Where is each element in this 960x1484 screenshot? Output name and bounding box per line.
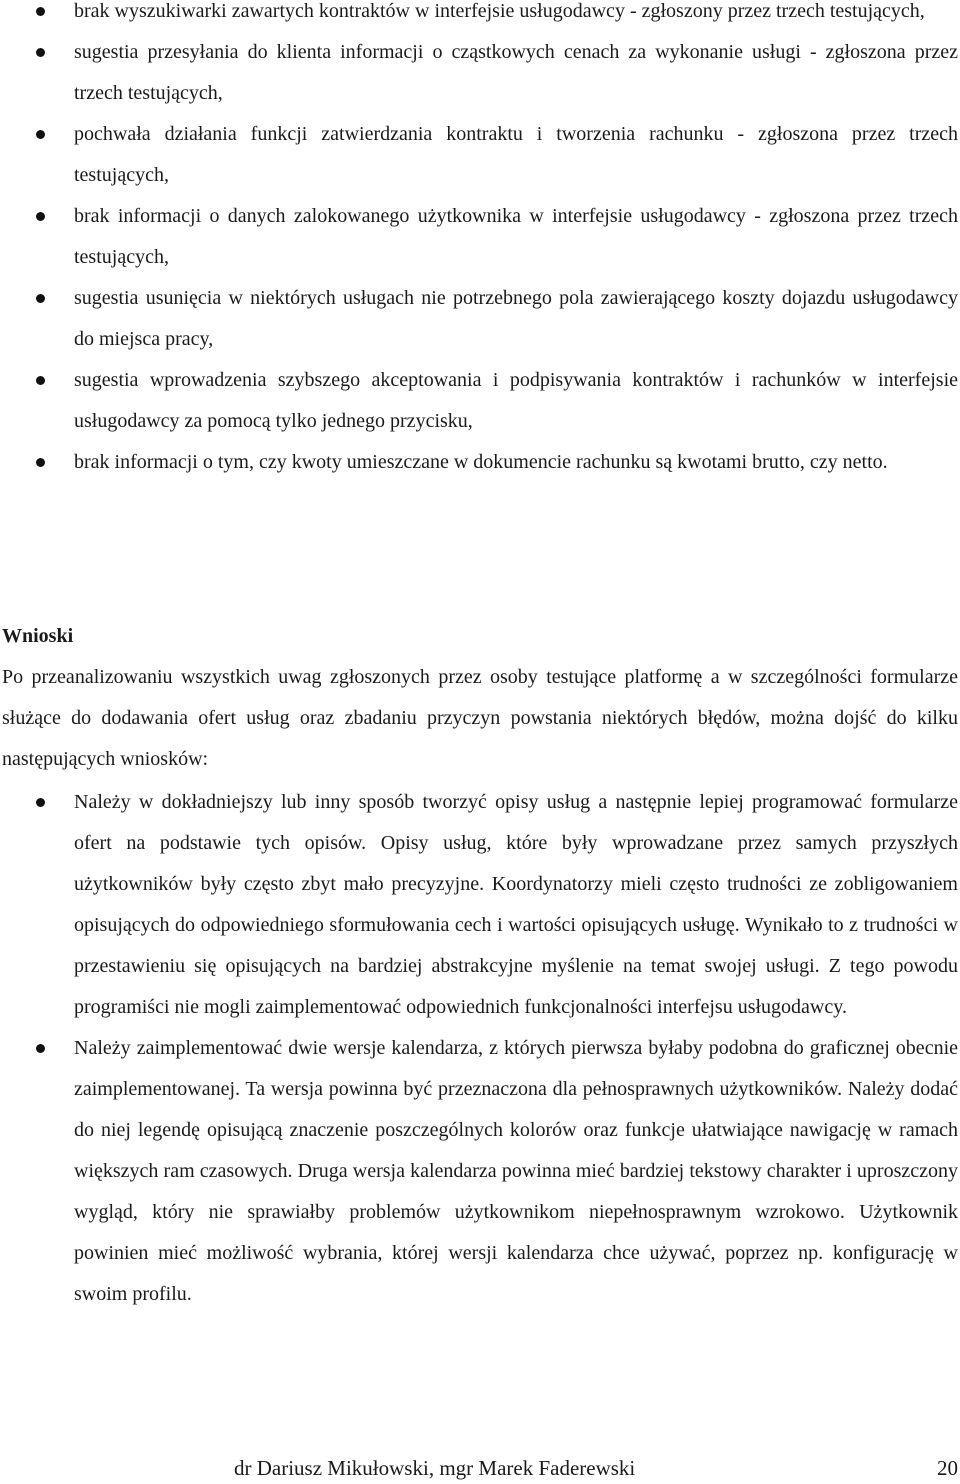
list-item <box>0 0 960 32</box>
list-item <box>0 442 960 483</box>
list-item-text: pochwała działania funkcji zatwierdzania kontraktu i tworzenia rachunku - zgłoszona przez trzech testujących, <box>74 123 958 186</box>
list-item <box>0 782 960 1028</box>
list-item <box>0 278 960 360</box>
list-item-text: Należy w dokładniejszy lub inny sposób tworzyć opisy usług a następnie lepiej programować formularze ofert na podstawie tych opisów. Opisy usług, które były wprowadzane przez samych przyszłych użytkowników były często zbyt mało precyzyjne. Koordynatorzy mieli często trudności ze zobligowaniem opisujących do odpowiedniego sformułowania cech i wartości opisujących usługę. Wynikało to z trudności w przestawieniu się opisujących na bardziej abstrakcyjne myślenie na temat swojej usługi. Z tego powodu programiści nie mogli zaimplementować odpowiednich funkcjonalności interfejsu usługodawcy. <box>74 791 958 1018</box>
list-item-text: sugestia przesyłania do klienta informacji o cząstkowych cenach za wykonanie usługi - zgłoszona przez trzech testujących, <box>74 41 958 104</box>
page-footer <box>0 1452 960 1484</box>
list-item <box>0 114 960 196</box>
intro-paragraph: Po przeanalizowaniu wszystkich uwag zgłoszonych przez osoby testujące platformę a w szczególności formularze służące do dodawania ofert usług oraz zbadaniu przyczyn powstania niektórych błędów, można dojść do kilku następujących wniosków: <box>2 666 958 770</box>
bullet-icon <box>36 130 45 139</box>
bullet-icon <box>36 798 45 807</box>
list-item-text: Należy zaimplementować dwie wersje kalendarza, z których pierwsza byłaby podobna do graficznej obecnie zaimplementowanej. Ta wersja powinna być przeznaczona dla pełnosprawnych użytkowników. Należy dodać do niej legendę opisującą znaczenie poszczególnych kolorów oraz funkcje ułatwiające nawigację w ramach większych ram czasowych. Druga wersja kalendarza powinna mieć bardziej tekstowy charakter i uproszczony wygląd, który nie sprawiałby problemów użytkownikom niepełnosprawnym wzrokowo. Użytkownik powinien mieć możliwość wybrania, której wersji kalendarza chce używać, poprzez np. konfigurację w swoim profilu. <box>74 1037 958 1305</box>
section-heading: Wnioski <box>2 625 74 647</box>
list-item-text: brak wyszukiwarki zawartych kontraktów w interfejsie usługodawcy - zgłoszony przez trzech testujących, <box>74 0 925 22</box>
bullet-icon <box>36 376 45 385</box>
list-item-text: sugestia usunięcia w niektórych usługach nie potrzebnego pola zawierającego koszty dojazdu usługodawcy do miejsca pracy, <box>74 287 958 350</box>
footer-authors: dr Dariusz Mikułowski, mgr Marek Faderewski <box>234 1456 636 1480</box>
bullet-icon <box>36 294 45 303</box>
list-item-text: sugestia wprowadzenia szybszego akceptowania i podpisywania kontraktów i rachunków w interfejsie usługodawcy za pomocą tylko jednego przycisku, <box>74 369 958 432</box>
bullet-icon <box>36 1044 45 1053</box>
observations-list <box>0 0 960 483</box>
bullet-icon <box>36 7 45 16</box>
bullet-icon <box>36 48 45 57</box>
page-number: 20 <box>937 1456 958 1480</box>
list-item-text: brak informacji o tym, czy kwoty umieszczane w dokumencie rachunku są kwotami brutto, czy netto. <box>74 451 888 473</box>
bullet-icon <box>36 458 45 467</box>
conclusions-list <box>0 782 960 1315</box>
bullet-icon <box>36 212 45 221</box>
list-item-text: brak informacji o danych zalokowanego użytkownika w interfejsie usługodawcy - zgłoszona przez trzech testujących, <box>74 205 958 268</box>
list-item <box>0 32 960 114</box>
list-item <box>0 196 960 278</box>
list-item <box>0 360 960 442</box>
list-item <box>0 1028 960 1315</box>
